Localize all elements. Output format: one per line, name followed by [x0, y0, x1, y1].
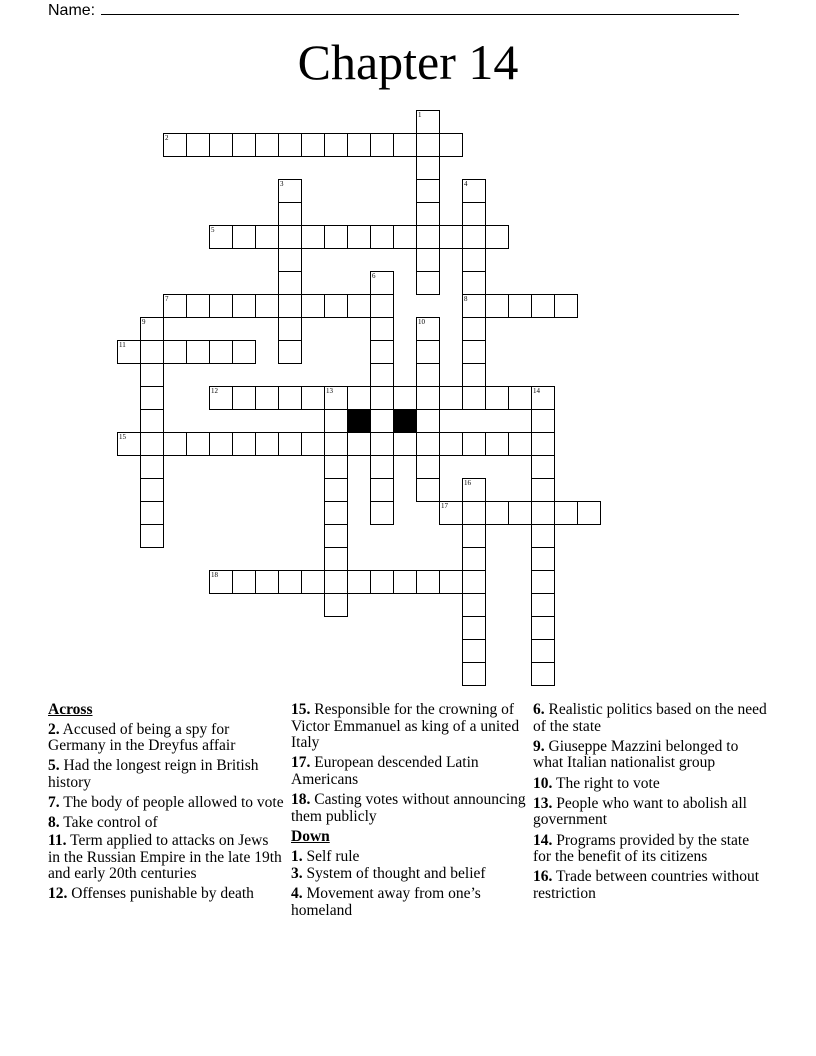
clue-number: 4	[464, 180, 468, 188]
grid-cell[interactable]	[163, 340, 187, 364]
grid-cell[interactable]	[416, 386, 440, 410]
grid-cell[interactable]	[393, 432, 417, 456]
grid-cell[interactable]	[278, 225, 302, 249]
grid-cell[interactable]	[393, 570, 417, 594]
grid-cell[interactable]	[232, 294, 256, 318]
grid-cell[interactable]	[531, 386, 555, 410]
grid-cell[interactable]	[370, 340, 394, 364]
clue-number: 18	[211, 571, 218, 579]
grid-cell[interactable]	[554, 501, 578, 525]
clue-across-2: 2. Accused of being a spy for Germany in the Dreyfus affair	[48, 720, 236, 755]
clue-down-3: 3. System of thought and belief	[291, 865, 486, 883]
clue-down-13: 13. People who want to abolish all government	[533, 794, 747, 829]
grid-cell[interactable]	[439, 225, 463, 249]
grid-cell[interactable]	[439, 432, 463, 456]
grid-cell[interactable]	[278, 317, 302, 341]
grid-cell[interactable]	[140, 317, 164, 341]
grid-cell[interactable]	[255, 294, 279, 318]
grid-cell-black	[393, 409, 417, 433]
grid-cell[interactable]	[278, 570, 302, 594]
grid-cell[interactable]	[140, 386, 164, 410]
grid-cell-black	[347, 409, 371, 433]
name-label: Name:	[48, 2, 96, 19]
grid-cell[interactable]	[462, 248, 486, 272]
grid-cell[interactable]	[324, 133, 348, 157]
grid-cell[interactable]	[462, 179, 486, 203]
clue-across-5: 5. Had the longest reign in British history	[48, 757, 259, 791]
grid-cell[interactable]	[462, 432, 486, 456]
clue-number: 12	[211, 387, 218, 395]
clue-down-14: 14. Programs provided by the state for the benefit of its citizens	[533, 831, 750, 866]
grid-cell[interactable]	[209, 225, 233, 249]
grid-cell[interactable]	[370, 432, 394, 456]
grid-cell[interactable]	[416, 570, 440, 594]
grid-cell[interactable]	[255, 225, 279, 249]
grid-cell[interactable]	[186, 294, 210, 318]
grid-cell[interactable]	[209, 386, 233, 410]
grid-cell[interactable]	[508, 294, 532, 318]
grid-cell[interactable]	[278, 432, 302, 456]
grid-cell[interactable]	[416, 340, 440, 364]
grid-cell[interactable]	[439, 570, 463, 594]
grid-cell[interactable]	[117, 432, 141, 456]
grid-cell[interactable]	[462, 662, 486, 686]
clue-down-16: 16. Trade between countries without restriction	[533, 868, 760, 902]
grid-cell[interactable]	[278, 202, 302, 226]
grid-cell[interactable]	[531, 593, 555, 617]
grid-cell[interactable]	[462, 547, 486, 571]
grid-cell[interactable]	[255, 386, 279, 410]
grid-cell[interactable]	[370, 133, 394, 157]
grid-cell[interactable]	[347, 570, 371, 594]
grid-cell[interactable]	[278, 179, 302, 203]
grid-cell[interactable]	[462, 570, 486, 594]
grid-cell[interactable]	[370, 317, 394, 341]
grid-cell[interactable]	[370, 363, 394, 387]
grid-cell[interactable]	[462, 386, 486, 410]
grid-cell[interactable]	[370, 271, 394, 295]
grid-cell[interactable]	[462, 340, 486, 364]
grid-cell[interactable]	[301, 570, 325, 594]
grid-cell[interactable]	[462, 524, 486, 548]
grid-cell[interactable]	[531, 432, 555, 456]
grid-cell[interactable]	[209, 294, 233, 318]
grid-cell[interactable]	[232, 133, 256, 157]
grid-cell[interactable]	[278, 133, 302, 157]
grid-cell[interactable]	[324, 386, 348, 410]
grid-cell[interactable]	[324, 501, 348, 525]
grid-cell[interactable]	[186, 432, 210, 456]
grid-cell[interactable]	[117, 340, 141, 364]
grid-cell[interactable]	[531, 294, 555, 318]
grid-cell[interactable]	[485, 501, 509, 525]
clue-across-7: 7. The body of people allowed to vote	[48, 794, 284, 812]
clue-down-9: 9. Giuseppe Mazzini belonged to what Italian nationalist group	[533, 737, 739, 772]
grid-cell[interactable]	[163, 294, 187, 318]
grid-cell[interactable]	[439, 133, 463, 157]
clue-number: 14	[533, 387, 540, 395]
grid-cell[interactable]	[370, 386, 394, 410]
clue-column-1	[48, 702, 284, 907]
grid-cell[interactable]	[301, 432, 325, 456]
grid-cell[interactable]	[209, 133, 233, 157]
clue-number: 1	[418, 111, 422, 119]
grid-cell[interactable]	[140, 501, 164, 525]
grid-cell[interactable]	[416, 271, 440, 295]
clue-across-18: 18. Casting votes without announcing them publicly	[291, 791, 526, 825]
clue-number: 10	[418, 318, 425, 326]
grid-cell[interactable]	[531, 547, 555, 571]
grid-cell[interactable]	[485, 294, 509, 318]
clue-across-8: 8. Take control of	[48, 814, 158, 832]
clue-column-2	[291, 702, 527, 923]
grid-cell[interactable]	[531, 409, 555, 433]
grid-cell[interactable]	[347, 133, 371, 157]
grid-cell[interactable]	[140, 409, 164, 433]
grid-cell[interactable]	[186, 340, 210, 364]
grid-cell[interactable]	[347, 294, 371, 318]
grid-cell[interactable]	[416, 133, 440, 157]
grid-cell[interactable]	[324, 524, 348, 548]
grid-cell[interactable]	[416, 317, 440, 341]
grid-cell[interactable]	[462, 317, 486, 341]
grid-cell[interactable]	[324, 593, 348, 617]
grid-cell[interactable]	[324, 455, 348, 479]
clue-number: 2	[165, 134, 169, 142]
grid-cell[interactable]	[393, 133, 417, 157]
grid-cell[interactable]	[232, 340, 256, 364]
clue-number: 15	[119, 433, 126, 441]
grid-cell[interactable]	[416, 179, 440, 203]
grid-cell[interactable]	[140, 455, 164, 479]
across-heading: Across	[48, 701, 93, 718]
grid-cell[interactable]	[324, 570, 348, 594]
grid-cell[interactable]	[416, 432, 440, 456]
grid-cell[interactable]	[163, 432, 187, 456]
grid-cell[interactable]	[324, 294, 348, 318]
grid-cell[interactable]	[416, 248, 440, 272]
grid-cell[interactable]	[324, 547, 348, 571]
grid-cell[interactable]	[531, 524, 555, 548]
grid-cell[interactable]	[439, 501, 463, 525]
grid-cell[interactable]	[370, 501, 394, 525]
grid-cell[interactable]	[186, 133, 210, 157]
grid-cell[interactable]	[209, 340, 233, 364]
grid-cell[interactable]	[347, 432, 371, 456]
grid-cell[interactable]	[416, 478, 440, 502]
grid-cell[interactable]	[370, 409, 394, 433]
grid-cell[interactable]	[301, 133, 325, 157]
grid-cell[interactable]	[462, 593, 486, 617]
grid-cell[interactable]	[370, 478, 394, 502]
grid-cell[interactable]	[531, 639, 555, 663]
grid-cell[interactable]	[140, 524, 164, 548]
grid-cell[interactable]	[416, 225, 440, 249]
grid-cell[interactable]	[347, 386, 371, 410]
clue-across-17: 17. European descended Latin Americans	[291, 754, 479, 788]
grid-cell[interactable]	[531, 662, 555, 686]
grid-cell[interactable]	[462, 639, 486, 663]
grid-cell[interactable]	[577, 501, 601, 525]
grid-cell[interactable]	[508, 432, 532, 456]
grid-cell[interactable]	[531, 455, 555, 479]
grid-cell[interactable]	[370, 455, 394, 479]
grid-cell[interactable]	[278, 248, 302, 272]
grid-cell[interactable]	[232, 432, 256, 456]
grid-cell[interactable]	[163, 133, 187, 157]
grid-cell[interactable]	[416, 110, 440, 134]
grid-cell[interactable]	[301, 386, 325, 410]
clue-number: 17	[441, 502, 448, 510]
grid-cell[interactable]	[324, 409, 348, 433]
grid-cell[interactable]	[439, 386, 463, 410]
grid-cell[interactable]	[416, 409, 440, 433]
clue-number: 6	[372, 272, 376, 280]
grid-cell[interactable]	[278, 340, 302, 364]
clue-number: 13	[326, 387, 333, 395]
grid-cell[interactable]	[140, 363, 164, 387]
grid-cell[interactable]	[232, 386, 256, 410]
grid-cell[interactable]	[370, 225, 394, 249]
grid-cell[interactable]	[255, 133, 279, 157]
grid-cell[interactable]	[232, 225, 256, 249]
grid-cell[interactable]	[462, 616, 486, 640]
grid-cell[interactable]	[324, 478, 348, 502]
clue-number: 16	[464, 479, 471, 487]
grid-cell[interactable]	[347, 225, 371, 249]
grid-cell[interactable]	[393, 386, 417, 410]
grid-cell[interactable]	[485, 386, 509, 410]
grid-cell[interactable]	[462, 363, 486, 387]
grid-cell[interactable]	[508, 386, 532, 410]
grid-cell[interactable]	[140, 478, 164, 502]
clue-number: 8	[464, 295, 468, 303]
clue-down-1: 1. Self rule	[291, 847, 360, 865]
grid-cell[interactable]	[462, 225, 486, 249]
grid-cell[interactable]	[255, 432, 279, 456]
grid-cell[interactable]	[255, 570, 279, 594]
grid-cell[interactable]	[232, 570, 256, 594]
grid-cell[interactable]	[278, 271, 302, 295]
grid-cell[interactable]	[278, 294, 302, 318]
clue-across-11: 11. Term applied to attacks on Jews in the Russian Empire in the late 19th and early 20th centuries	[48, 831, 282, 883]
grid-cell[interactable]	[393, 225, 417, 249]
grid-cell[interactable]	[209, 570, 233, 594]
clue-number: 9	[142, 318, 146, 326]
grid-cell[interactable]	[140, 432, 164, 456]
clue-down-6: 6. Realistic politics based on the need of the state	[533, 701, 767, 735]
grid-cell[interactable]	[301, 225, 325, 249]
clue-number: 11	[119, 341, 126, 349]
grid-cell[interactable]	[554, 294, 578, 318]
clue-number: 3	[280, 180, 284, 188]
grid-cell[interactable]	[416, 363, 440, 387]
clue-number: 5	[211, 226, 215, 234]
grid-cell[interactable]	[278, 386, 302, 410]
grid-cell[interactable]	[508, 501, 532, 525]
grid-cell[interactable]	[462, 294, 486, 318]
clue-number: 7	[165, 295, 169, 303]
grid-cell[interactable]	[531, 501, 555, 525]
grid-cell[interactable]	[485, 225, 509, 249]
grid-cell[interactable]	[324, 225, 348, 249]
grid-cell[interactable]	[531, 570, 555, 594]
clue-column-3	[533, 702, 769, 906]
grid-cell[interactable]	[462, 271, 486, 295]
clue-down-4: 4. Movement away from one’s homeland	[291, 885, 481, 919]
grid-cell[interactable]	[416, 156, 440, 180]
grid-cell[interactable]	[416, 202, 440, 226]
grid-cell[interactable]	[485, 432, 509, 456]
down-heading: Down	[291, 827, 330, 845]
clue-across-12: 12. Offenses punishable by death	[48, 885, 254, 903]
grid-cell[interactable]	[531, 478, 555, 502]
grid-cell[interactable]	[462, 478, 486, 502]
page-title: Chapter 14	[297, 34, 519, 90]
grid-cell[interactable]	[324, 432, 348, 456]
clue-across-15: 15. Responsible for the crowning of Victor Emmanuel as king of a united Italy	[291, 701, 520, 752]
grid-cell[interactable]	[462, 202, 486, 226]
grid-cell[interactable]	[209, 432, 233, 456]
grid-cell[interactable]	[416, 455, 440, 479]
grid-cell[interactable]	[531, 616, 555, 640]
grid-cell[interactable]	[140, 340, 164, 364]
grid-cell[interactable]	[462, 501, 486, 525]
grid-cell[interactable]	[370, 294, 394, 318]
grid-cell[interactable]	[370, 570, 394, 594]
grid-cell[interactable]	[301, 294, 325, 318]
clue-down-10: 10. The right to vote	[533, 774, 660, 792]
